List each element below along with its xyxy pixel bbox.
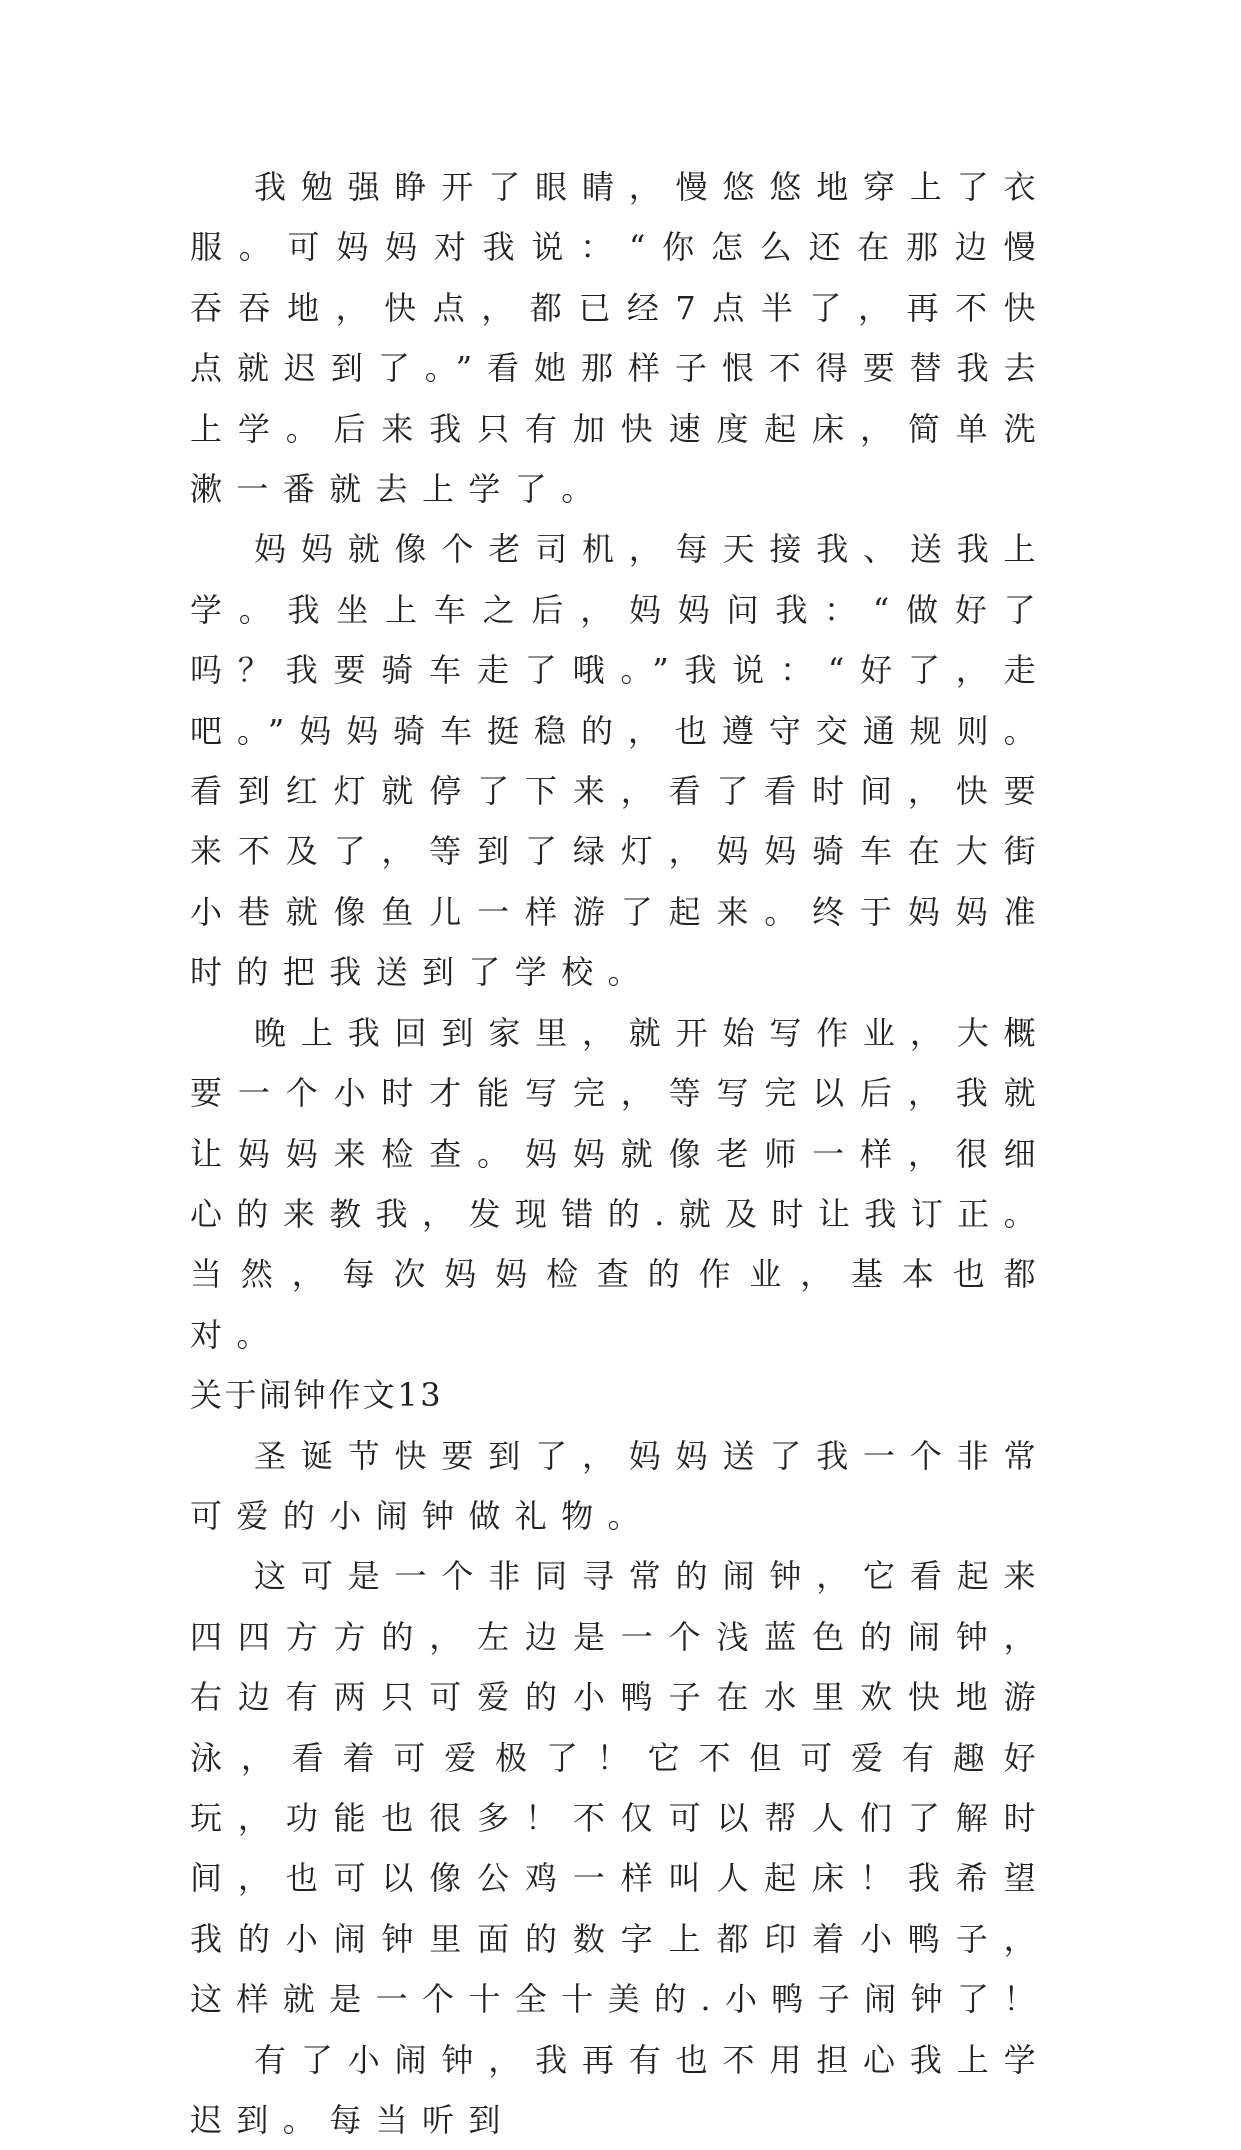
document-body: [190, 157, 1050, 2150]
essay-heading: 关于闹钟作文13: [190, 1376, 444, 1415]
paragraph-no-longer-late: 有了小闹钟，我再有也不用担心我上学迟到。每当听到: [190, 2040, 1050, 2139]
paragraph-christmas-gift: 圣诞节快要到了，妈妈送了我一个非常可爱的小闹钟做礼物。: [190, 1436, 1050, 1535]
paragraph-homework-check: 晚上我回到家里，就开始写作业，大概要一个小时才能写完，等写完以后，我就让妈妈来检查。妈妈就像老师一样，很细心的来教我，发现错的.就及时让我订正。当然，每次妈妈检查的作业，基本也都对。: [190, 1013, 1050, 1354]
paragraph-getting-up: 我勉强睁开了眼睛，慢悠悠地穿上了衣服。可妈妈对我说：“你怎么还在那边慢吞吞地，快点，都已经7点半了，再不快点就迟到了。”看她那样子恨不得要替我去上学。后来我只有加快速度起床，简单洗漱一番就去上学了。: [190, 168, 1050, 509]
paragraph-clock-description: 这可是一个非同寻常的闹钟，它看起来四四方方的，左边是一个浅蓝色的闹钟，右边有两只可爱的小鸭子在水里欢快地游泳，看着可爱极了！它不但可爱有趣好玩，功能也很多！不仅可以帮人们了解时间，也可以像公鸡一样叫人起床！我希望我的小闹钟里面的数字上都印着小鸭子，这样就是一个十全十美的.小鸭子闹钟了！: [190, 1557, 1050, 2019]
paragraph-ride-to-school: 妈妈就像个老司机，每天接我、送我上学。我坐上车之后，妈妈问我：“做好了吗？我要骑车走了哦。”我说：“好了，走吧。”妈妈骑车挺稳的，也遵守交通规则。看到红灯就停了下来，看了看时间，快要来不及了，等到了绿灯，妈妈骑车在大街小巷就像鱼儿一样游了起来。终于妈妈准时的把我送到了学校。: [190, 530, 1050, 992]
